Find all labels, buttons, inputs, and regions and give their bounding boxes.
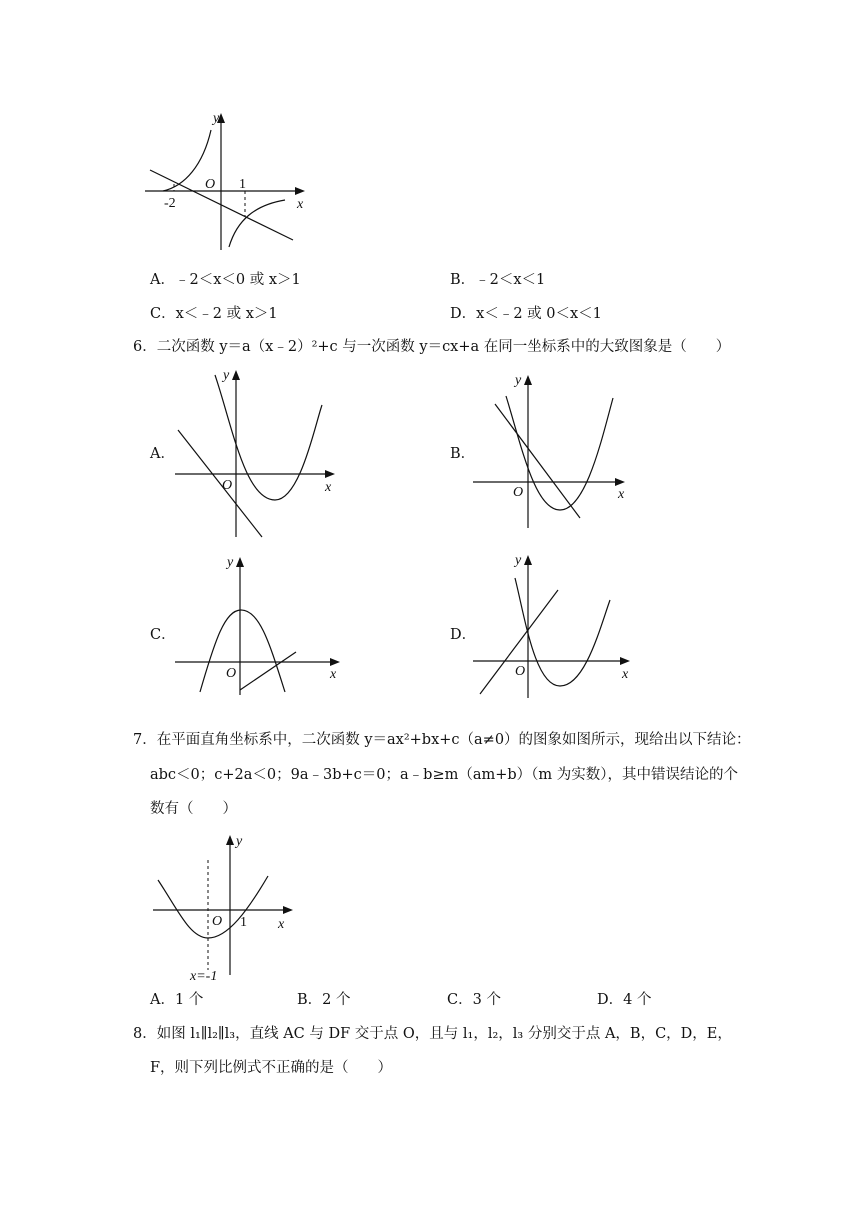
svg-text:x=-1: x=-1 — [190, 969, 218, 984]
q7-stem-line2: abc＜0；c+2a＜0；9a﹣3b+c＝0；a﹣b≥m（am+b）（m 为实数），其中错误结论的个 — [150, 767, 739, 783]
svg-text:x: x — [330, 667, 337, 682]
q6-figure-c — [170, 550, 350, 695]
svg-text:O: O — [513, 485, 524, 500]
x-label: x — [297, 197, 304, 212]
q7-figure — [148, 830, 308, 984]
svg-text:O: O — [212, 914, 223, 929]
q7-stem-line3: 数有（ ） — [150, 801, 237, 817]
svg-text:y: y — [515, 373, 522, 388]
origin-label: O — [205, 177, 216, 192]
q5-option-c[interactable]: C．x＜﹣2 或 x＞1 — [150, 306, 278, 322]
hyperbola-left-branch — [163, 130, 211, 191]
svg-text:x: x — [618, 487, 625, 502]
parabola — [515, 578, 610, 686]
line — [178, 430, 262, 537]
line — [495, 404, 580, 518]
q7-option-a[interactable]: A．1 个 — [150, 992, 204, 1008]
q7-option-c[interactable]: C．3 个 — [447, 992, 501, 1008]
svg-text:O: O — [515, 664, 526, 679]
tick-1: 1 — [239, 177, 246, 192]
q6-figure-b — [470, 368, 640, 533]
hyperbola-right-branch — [229, 200, 285, 247]
q8-stem-line2: F，则下列比例式不正确的是（ ） — [150, 1060, 393, 1076]
svg-text:y: y — [227, 555, 234, 570]
q8-stem-line1: 8．如图 l₁∥l₂∥l₃，直线 AC 与 DF 交于点 O，且与 l₁，l₂，l₃ 分别交于点 A，B，C，D，E， — [133, 1026, 732, 1042]
svg-text:x: x — [622, 667, 629, 682]
svg-text:x: x — [278, 917, 285, 932]
tick-neg2: -2 — [164, 196, 176, 211]
svg-text:y: y — [515, 553, 522, 568]
x-axis-arrow — [295, 187, 305, 195]
q6-option-c-letter[interactable]: C． — [150, 627, 176, 643]
svg-text:O: O — [226, 666, 237, 681]
svg-text:y: y — [236, 834, 243, 849]
q5-figure — [145, 110, 315, 250]
svg-text:O: O — [222, 478, 233, 493]
q6-option-a-letter[interactable]: A． — [150, 446, 175, 462]
q5-option-a[interactable]: A．﹣2＜x＜0 或 x＞1 — [150, 272, 301, 288]
q6-stem: 6．二次函数 y＝a（x﹣2）²+c 与一次函数 y＝cx+a 在同一坐标系中的大致图象是（ ） — [133, 339, 731, 355]
parabola — [200, 610, 285, 692]
line — [240, 652, 296, 690]
q6-figure-d — [470, 548, 640, 703]
svg-text:y: y — [223, 368, 230, 383]
q6-figure-a — [170, 365, 340, 540]
q6-option-d-letter[interactable]: D． — [450, 627, 477, 643]
q7-option-d[interactable]: D．4 个 — [597, 992, 652, 1008]
svg-text:1: 1 — [240, 915, 247, 930]
q7-stem-line1: 7．在平面直角坐标系中，二次函数 y＝ax²+bx+c（a≠0）的图象如图所示，现给出以下结论： — [133, 732, 751, 748]
q5-option-d[interactable]: D．x＜﹣2 或 0＜x＜1 — [450, 306, 602, 322]
q5-option-b[interactable]: B．﹣2＜x＜1 — [450, 272, 546, 288]
y-label: y — [213, 111, 220, 126]
q7-option-b[interactable]: B．2 个 — [297, 992, 351, 1008]
q6-option-b-letter[interactable]: B． — [450, 446, 476, 462]
svg-text:x: x — [325, 480, 332, 495]
